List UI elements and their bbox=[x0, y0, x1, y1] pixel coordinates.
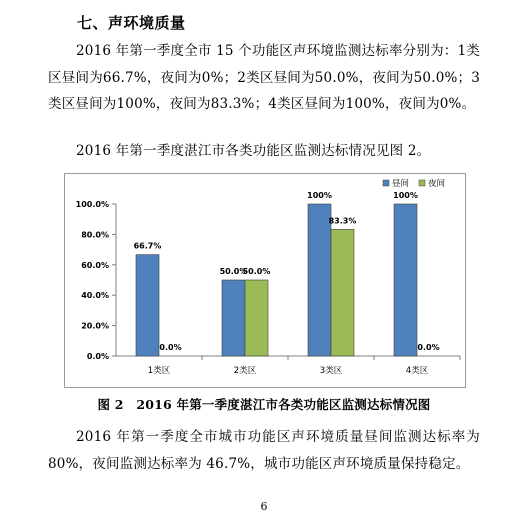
data-label: 50.0% bbox=[219, 267, 248, 276]
data-label: 100% bbox=[393, 191, 418, 200]
paragraph-1-text: 2016 年第一季度全市 15 个功能区声环境监测达标率分别为：1类区昼间为66.7%，夜间为0%；2类区昼间为50.0%，夜间为50.0%；3类区昼间为100%，夜间为83.3%；4类区昼间为100%，夜间为0%。 bbox=[48, 43, 480, 112]
x-category-label: 4类区 bbox=[405, 366, 429, 376]
paragraph-1 bbox=[48, 38, 480, 118]
y-tick-label: 20.0% bbox=[81, 321, 109, 331]
bar-night bbox=[331, 229, 354, 356]
y-tick-label: 40.0% bbox=[81, 291, 109, 301]
data-label: 0.0% bbox=[159, 343, 182, 352]
data-label: 66.7% bbox=[133, 241, 162, 251]
bar-chart bbox=[64, 173, 466, 388]
page-number: 6 bbox=[260, 500, 268, 513]
y-tick-label: 0.0% bbox=[86, 352, 109, 361]
paragraph-2 bbox=[48, 138, 480, 165]
bar-day bbox=[222, 280, 245, 356]
bar-day bbox=[394, 204, 417, 356]
data-label: 0.0% bbox=[417, 343, 440, 352]
legend-label: 昼间 bbox=[392, 179, 410, 189]
bar-night bbox=[245, 280, 268, 356]
x-category-label: 1类区 bbox=[147, 366, 171, 376]
data-label: 50.0% bbox=[242, 267, 271, 276]
paragraph-3 bbox=[48, 424, 480, 477]
bar-day bbox=[136, 255, 159, 356]
x-category-label: 2类区 bbox=[233, 366, 257, 376]
data-label: 100% bbox=[307, 191, 332, 200]
x-category-label: 3类区 bbox=[319, 366, 343, 376]
y-tick-label: 100.0% bbox=[75, 200, 109, 209]
bar-day bbox=[308, 204, 331, 356]
legend-label: 夜间 bbox=[428, 179, 446, 189]
legend-swatch-night bbox=[419, 180, 425, 186]
paragraph-2-text: 2016 年第一季度湛江市各类功能区监测达标情况见图 2。 bbox=[76, 143, 431, 159]
section-heading: 七、声环境质量 bbox=[77, 14, 186, 32]
legend-swatch-day bbox=[383, 180, 389, 186]
paragraph-3-text: 2016 年第一季度全市城市功能区声环境质量昼间监测达标率为80%，夜间监测达标率为 46.7%，城市功能区声环境质量保持稳定。 bbox=[48, 429, 480, 472]
data-label: 83.3% bbox=[328, 216, 357, 226]
chart-canvas bbox=[65, 174, 465, 387]
y-tick-label: 80.0% bbox=[81, 230, 109, 240]
figure-caption: 图 2 2016 年第一季度湛江市各类功能区监测达标情况图 bbox=[97, 397, 431, 412]
y-tick-label: 60.0% bbox=[81, 260, 109, 270]
